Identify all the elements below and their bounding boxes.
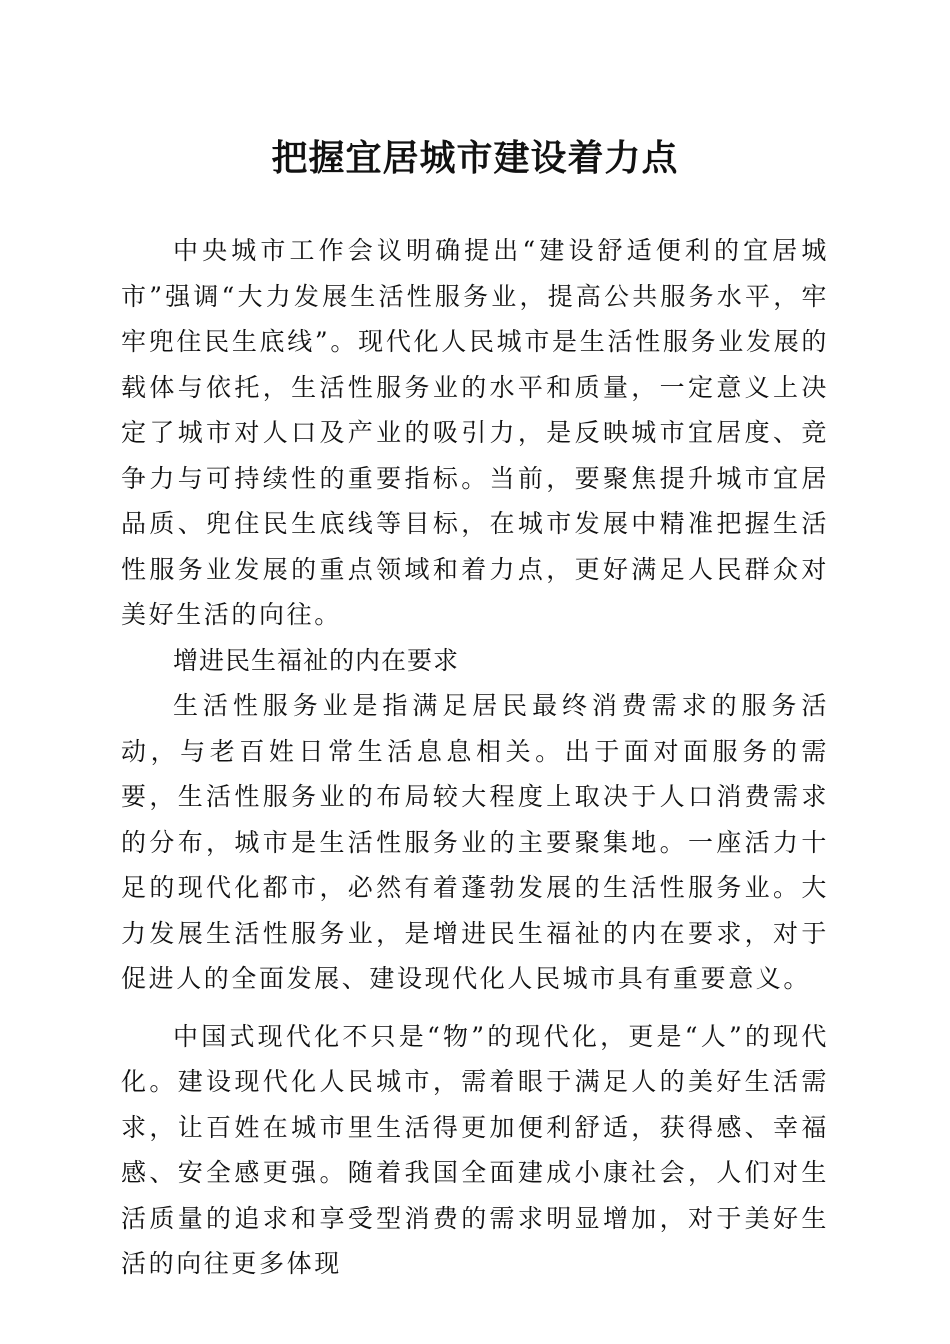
body-paragraph-2: 中国式现代化不只是“物”的现代化，更是“人”的现代化。建设现代化人民城市，需着眼于满足人的美好生活需求，让百姓在城市里生活得更加便利舒适，获得感、幸福感、安全感更强。随着我国全面建成小康社会，人们对生活质量的追求和享受型消费的需求明显增加，对于美好生活的向往更多体现	[121, 1021, 829, 1278]
intro-paragraph: 中央城市工作会议明确提出“建设舒适便利的宜居城市”强调“大力发展生活性服务业，提高公共服务水平，牢牢兜住民生底线”。现代化人民城市是生活性服务业发展的载体与依托，生活性服务业的水平和质量，一定意义上决定了城市对人口及产业的吸引力，是反映城市宜居度、竞争力与可持续性的重要指标。当前，要聚焦提升城市宜居品质、兜住民生底线等目标，在城市发展中精准把握生活性服务业发展的重点领域和着力点，更好满足人民群众对美好生活的向往。	[121, 236, 829, 629]
paragraph-gap	[121, 1002, 829, 1014]
document-body	[121, 228, 829, 1287]
body-paragraph-1: 生活性服务业是指满足居民最终消费需求的服务活动，与老百姓日常生活息息相关。出于面对面服务的需要，生活性服务业的布局较大程度上取决于人口消费需求的分布，城市是生活性服务业的主要聚集地。一座活力十足的现代化都市，必然有着蓬勃发展的生活性服务业。大力发展生活性服务业，是增进民生福祉的内在要求，对于促进人的全面发展、建设现代化人民城市具有重要意义。	[121, 691, 829, 993]
section-heading: 增进民生福祉的内在要求	[173, 645, 460, 675]
document-title: 把握宜居城市建设着力点	[271, 137, 679, 179]
